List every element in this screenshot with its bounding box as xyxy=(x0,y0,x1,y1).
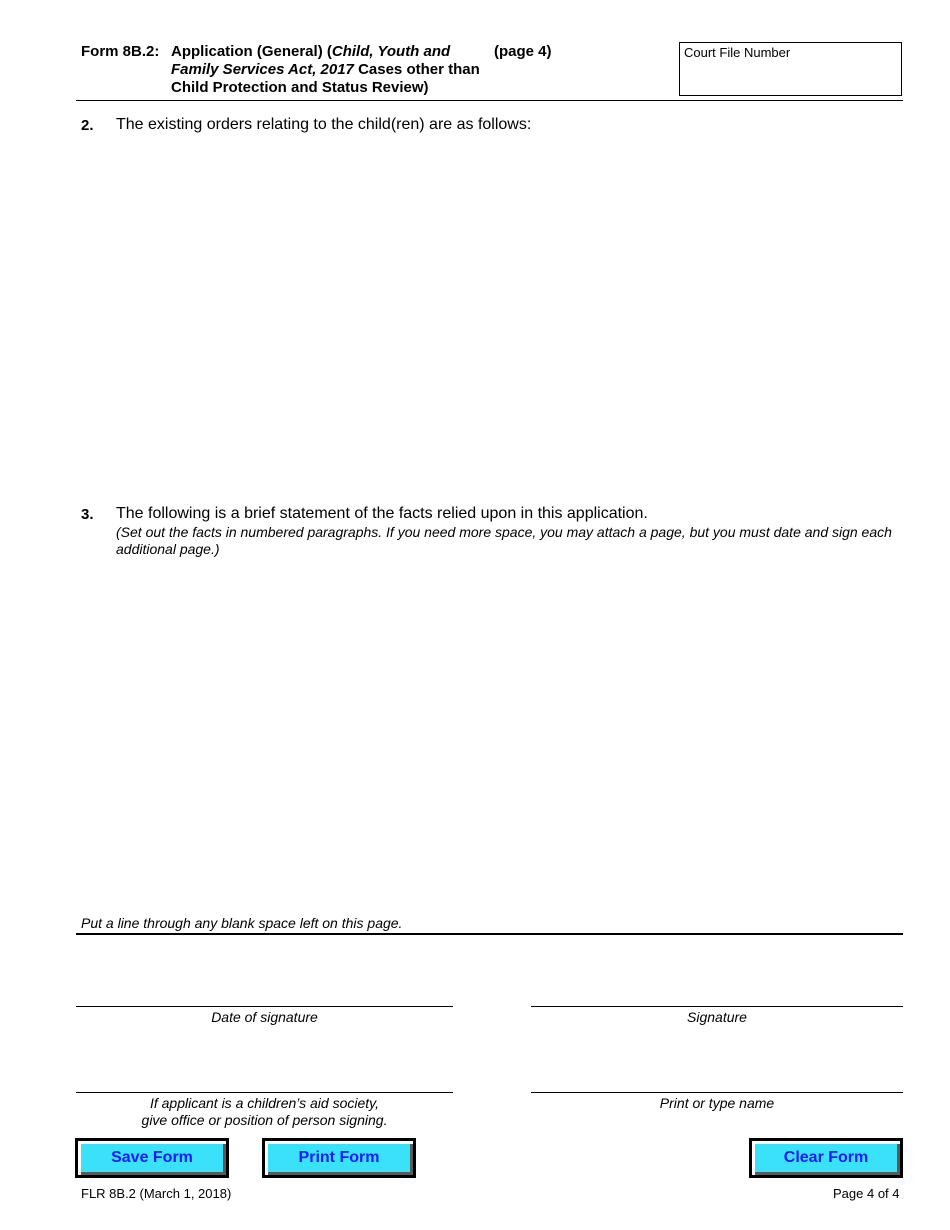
section-2-number: 2. xyxy=(81,117,94,134)
form-title-part2: Cases other than Child Protection and Status Review) xyxy=(171,61,480,96)
office-position-label-line1: If applicant is a children’s aid society, xyxy=(149,1095,380,1111)
signature-field[interactable] xyxy=(531,975,903,1005)
office-position-label-line2: give office or position of person signing. xyxy=(141,1112,388,1128)
facts-statement-field[interactable] xyxy=(116,565,902,905)
page-number: Page 4 of 4 xyxy=(833,1186,900,1201)
date-of-signature-line xyxy=(76,1006,453,1007)
date-of-signature-field[interactable] xyxy=(76,975,453,1005)
form-number: Form 8B.2: xyxy=(81,43,160,60)
section-3-instructions: (Set out the facts in numbered paragraphs. If you need more space, you may attach a page, but you must date and sign each additional page.) xyxy=(116,524,892,557)
print-name-field[interactable] xyxy=(531,1060,903,1090)
clear-form-button[interactable]: Clear Form xyxy=(749,1138,903,1178)
office-position-line xyxy=(76,1092,453,1093)
print-name-label: Print or type name xyxy=(659,1095,775,1111)
form-title-part1: Application (General) ( xyxy=(171,43,332,60)
court-file-number-box xyxy=(679,42,902,96)
court-file-number-field[interactable] xyxy=(684,63,896,91)
office-position-label xyxy=(76,1095,453,1129)
form-title xyxy=(171,43,491,97)
signature-label: Signature xyxy=(687,1009,747,1025)
page-label: (page 4) xyxy=(494,43,552,60)
blank-space-divider xyxy=(76,933,903,935)
section-3-text: The following is a brief statement of the facts relied upon in this application. xyxy=(116,505,648,522)
print-form-button[interactable]: Print Form xyxy=(262,1138,416,1178)
form-identifier: FLR 8B.2 (March 1, 2018) xyxy=(81,1186,232,1201)
form-title-act-name: Child, Youth and Family Services Act, 2017 xyxy=(171,43,451,78)
save-form-button[interactable]: Save Form xyxy=(75,1138,229,1178)
signature-line xyxy=(531,1006,903,1007)
section-3-number: 3. xyxy=(81,506,94,523)
office-position-field[interactable] xyxy=(76,1060,453,1090)
existing-orders-field[interactable] xyxy=(116,140,902,490)
court-file-number-label: Court File Number xyxy=(684,45,791,60)
header-divider xyxy=(76,100,903,101)
section-2-text: The existing orders relating to the child(ren) are as follows: xyxy=(116,116,532,133)
blank-space-instruction: Put a line through any blank space left on this page. xyxy=(81,915,403,931)
date-of-signature-label: Date of signature xyxy=(211,1009,318,1025)
print-name-line xyxy=(531,1092,903,1093)
